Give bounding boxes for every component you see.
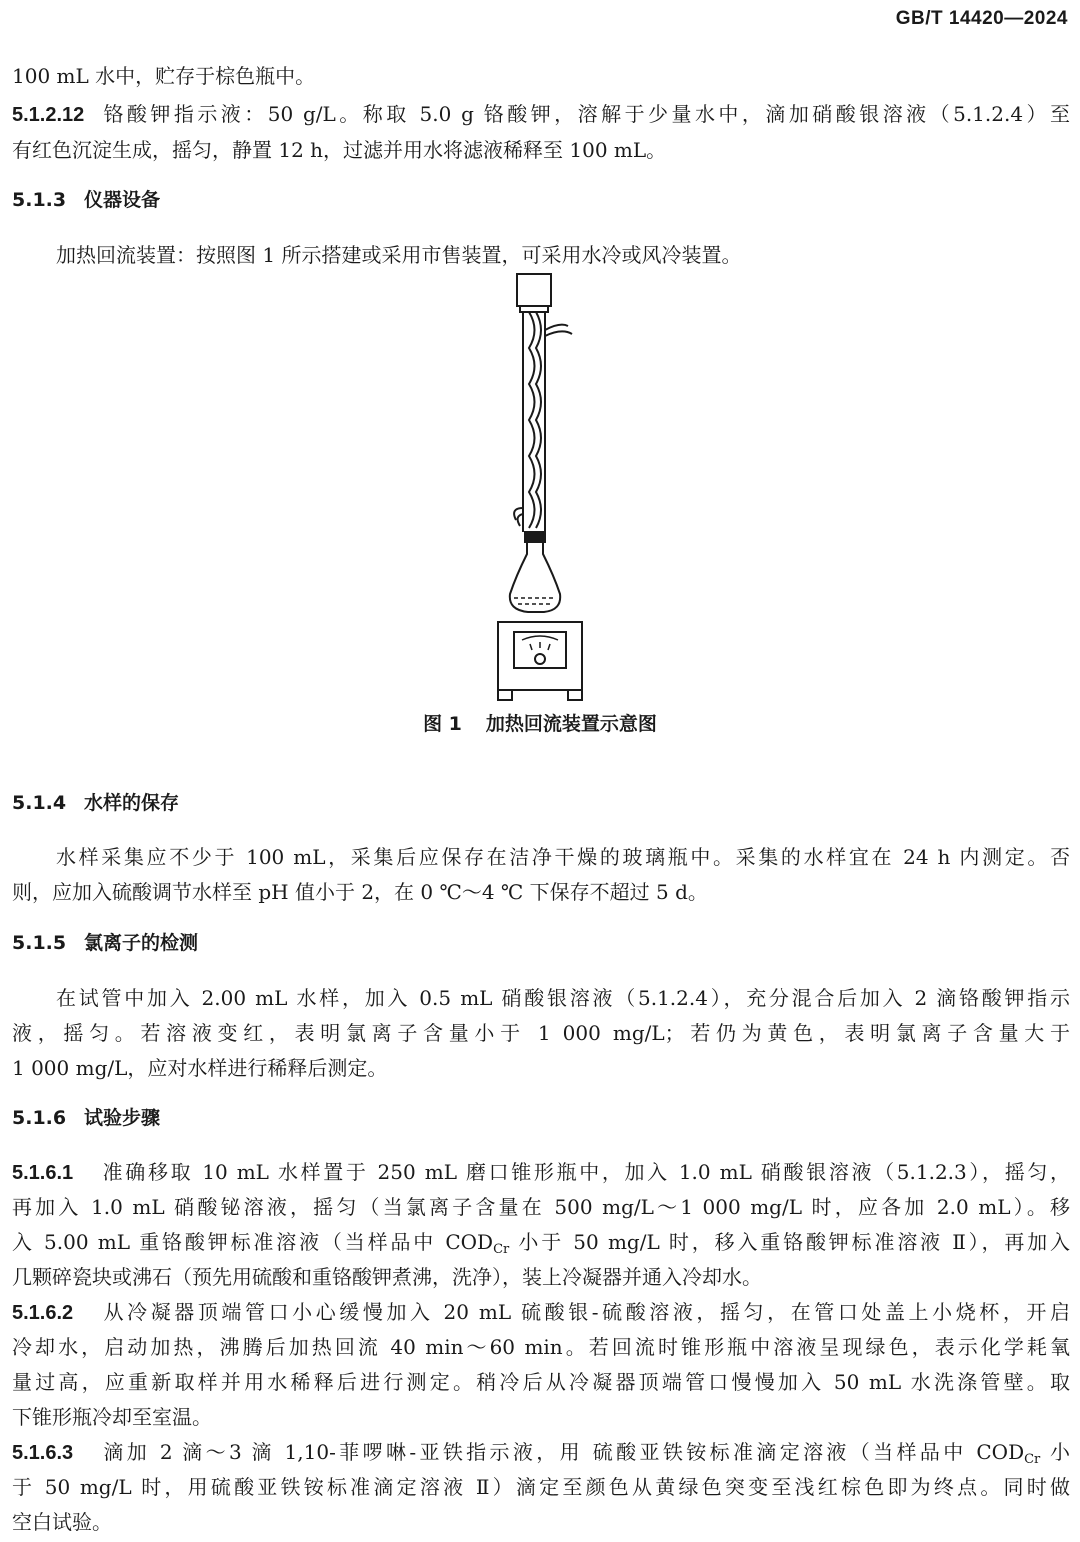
section-heading-5-1-6 bbox=[12, 1104, 160, 1132]
condenser-water-inlet bbox=[514, 508, 523, 526]
paragraph-text: 准确移取 10 mL 水样置于 250 mL 磨口锥形瓶中，加入 1.0 mL 硝酸银溶液（5.1.2.3），摇匀， bbox=[100, 1160, 1070, 1184]
condenser-coil-left bbox=[529, 312, 535, 528]
clause-number: 5.1.2.12 bbox=[12, 104, 85, 126]
clause-number: 5.1.6.2 bbox=[12, 1302, 74, 1324]
paragraph-5-1-6-1-line3 bbox=[12, 1228, 1070, 1256]
figure-label: 图 1 bbox=[423, 713, 462, 735]
reflux-apparatus-diagram bbox=[480, 272, 600, 702]
cod-subscript: Cr bbox=[493, 1242, 510, 1257]
condenser-outer-tube bbox=[523, 312, 545, 532]
paragraph-5-1-3: 加热回流装置：按照图 1 所示搭建或采用市售装置，可采用水冷或风冷装置。 bbox=[56, 243, 742, 267]
clause-number: 5.1.6.3 bbox=[12, 1442, 74, 1464]
paragraph-5-1-4-line2: 则，应加入硫酸调节水样至 pH 值小于 2，在 0 ℃～4 ℃ 下保存不超过 5 d。 bbox=[12, 880, 708, 904]
figure-title: 加热回流装置示意图 bbox=[485, 713, 657, 735]
paragraph-5-1-6-1-line1 bbox=[12, 1158, 1070, 1187]
text-segment: 小于 50 mg/L 时，移入重铬酸钾标准溶液 Ⅱ），再加入 bbox=[509, 1230, 1070, 1254]
condenser-water-outlet bbox=[545, 325, 572, 336]
conical-flask bbox=[510, 542, 560, 612]
text-segment: 滴加 2 滴～3 滴 1,10-菲啰啉-亚铁指示液，用 硫酸亚铁铵标准滴定溶液（当样品中 COD bbox=[100, 1440, 1025, 1464]
text-segment: 入 5.00 mL 重铬酸钾标准溶液（当样品中 COD bbox=[12, 1230, 494, 1254]
control-knob bbox=[535, 654, 545, 664]
section-number: 5.1.5 bbox=[12, 932, 67, 954]
section-title: 水样的保存 bbox=[84, 792, 180, 814]
paragraph-5-1-6-2-line4: 下锥形瓶冷却至室温。 bbox=[12, 1405, 212, 1429]
paragraph-5-1-5-line3: 1 000 mg/L，应对水样进行稀释后测定。 bbox=[12, 1056, 388, 1080]
condenser-cap bbox=[517, 274, 551, 306]
paragraph-5-1-6-2-line1 bbox=[12, 1298, 1070, 1327]
paragraph-5-1-2-11-tail: 100 mL 水中，贮存于棕色瓶中。 bbox=[12, 64, 316, 88]
clause-number: 5.1.6.1 bbox=[12, 1162, 74, 1184]
control-gauge bbox=[514, 632, 566, 668]
paragraph-5-1-6-2-line2: 冷却水，启动加热，沸腾后加热回流 40 min～60 min。若回流时锥形瓶中溶液呈现绿色，表示化学耗氧 bbox=[12, 1335, 1070, 1359]
section-heading-5-1-5 bbox=[12, 929, 198, 957]
paragraph-5-1-2-12-line1 bbox=[12, 100, 1070, 129]
paragraph-5-1-6-3-line3: 空白试验。 bbox=[12, 1510, 112, 1534]
section-heading-5-1-4 bbox=[12, 789, 179, 817]
paragraph-5-1-6-3-line2: 于 50 mg/L 时，用硫酸亚铁铵标准滴定溶液 Ⅱ）滴定至颜色从黄绿色突变至浅红棕色即为终点。同时做 bbox=[12, 1475, 1070, 1499]
standard-code: GB/T 14420—2024 bbox=[895, 8, 1068, 29]
paragraph-5-1-6-1-line2: 再加入 1.0 mL 硝酸铋溶液，摇匀（当氯离子含量在 500 mg/L～1 000 mg/L 时，应各加 2.0 mL）。移 bbox=[12, 1195, 1070, 1219]
section-title: 试验步骤 bbox=[84, 1107, 161, 1129]
paragraph-5-1-6-1-line4: 几颗碎瓷块或沸石（预先用硫酸和重铬酸钾煮沸，洗净），装上冷凝器并通入冷却水。 bbox=[12, 1265, 762, 1289]
section-number: 5.1.4 bbox=[12, 792, 67, 814]
section-number: 5.1.6 bbox=[12, 1107, 67, 1129]
paragraph-text: 从冷凝器顶端管口小心缓慢加入 20 mL 硫酸银-硫酸溶液，摇匀，在管口处盖上小烧杯，开启 bbox=[100, 1300, 1070, 1324]
section-title: 氯离子的检测 bbox=[84, 932, 199, 954]
paragraph-text: 铬酸钾指示液：50 g/L。称取 5.0 g 铬酸钾，溶解于少量水中，滴加硝酸银溶液（5.1.2.4）至 bbox=[100, 102, 1070, 126]
paragraph-5-1-6-2-line3: 量过高，应重新取样并用水稀释后进行测定。稍冷后从冷凝器顶端管口慢慢加入 50 mL 水洗涤管壁。取 bbox=[12, 1370, 1070, 1394]
paragraph-5-1-6-3-line1 bbox=[12, 1438, 1070, 1467]
paragraph-5-1-4-line1: 水样采集应不少于 100 mL，采集后应保存在洁净干燥的玻璃瓶中。采集的水样宜在 24 h 内测定。否 bbox=[56, 845, 1070, 869]
paragraph-5-1-5-line1: 在试管中加入 2.00 mL 水样，加入 0.5 mL 硝酸银溶液（5.1.2.4），充分混合后加入 2 滴铬酸钾指示 bbox=[56, 986, 1070, 1010]
heating-mantle-legs bbox=[498, 690, 582, 700]
section-title: 仪器设备 bbox=[84, 189, 161, 211]
cod-subscript: Cr bbox=[1024, 1452, 1041, 1467]
figure-1-caption bbox=[0, 710, 1080, 738]
section-number: 5.1.3 bbox=[12, 189, 67, 211]
paragraph-5-1-2-12-line2: 有红色沉淀生成，摇匀，静置 12 h，过滤并用水将滤液稀释至 100 mL。 bbox=[12, 138, 667, 162]
flask-stopper bbox=[525, 532, 545, 542]
text-segment: 小 bbox=[1040, 1440, 1071, 1464]
section-heading-5-1-3 bbox=[12, 186, 160, 214]
condenser-coil-right bbox=[536, 312, 541, 528]
paragraph-5-1-5-line2: 液，摇匀。若溶液变红，表明氯离子含量小于 1 000 mg/L；若仍为黄色，表明氯离子含量大于 bbox=[12, 1021, 1070, 1045]
